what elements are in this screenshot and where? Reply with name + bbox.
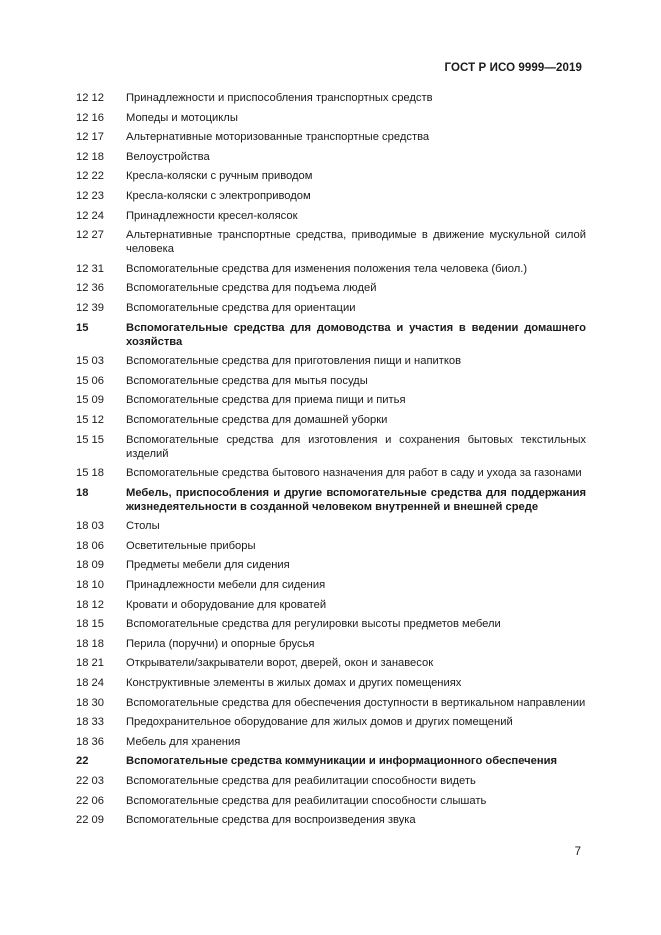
class-code: 18 03 — [76, 520, 104, 533]
class-code: 18 — [76, 486, 89, 499]
subclass-row — [76, 150, 586, 164]
class-title: Вспомогательные средства для мытья посуды — [126, 374, 368, 387]
class-code: 12 23 — [76, 189, 104, 202]
subclass-row — [76, 189, 586, 203]
class-code: 18 06 — [76, 539, 104, 552]
class-title: Предохранительное оборудование для жилых домов и других помещений — [126, 716, 513, 729]
class-title: Вспомогательные средства для подъема людей — [126, 282, 377, 295]
subclass-row — [76, 676, 586, 690]
subclass-row — [76, 637, 586, 651]
class-code: 18 12 — [76, 598, 104, 611]
subclass-row — [76, 578, 586, 592]
class-code: 18 30 — [76, 696, 104, 709]
class-code: 18 24 — [76, 677, 104, 690]
class-code: 12 27 — [76, 229, 104, 242]
class-title: Принадлежности мебели для сидения — [126, 579, 326, 592]
subclass-row — [76, 209, 586, 223]
subclass-row — [76, 794, 586, 808]
class-title: Перила (поручни) и опорные брусья — [126, 637, 315, 650]
subclass-row — [76, 598, 586, 612]
class-title: Вспомогательные средства для регулировки высоты предметов мебели — [126, 618, 501, 631]
subclass-row — [76, 281, 586, 295]
subclass-row — [76, 301, 586, 315]
class-code: 12 16 — [76, 111, 104, 124]
class-heading-row — [76, 486, 586, 514]
class-title: Осветительные приборы — [126, 539, 256, 552]
class-title: Вспомогательные средства для изменения положения тела человека (биол.) — [126, 262, 528, 275]
class-code: 12 12 — [76, 92, 104, 104]
class-code: 18 10 — [76, 579, 104, 592]
page-number: 7 — [574, 846, 581, 858]
class-code: 18 09 — [76, 559, 104, 572]
subclass-row — [76, 735, 586, 749]
subclass-row — [76, 774, 586, 788]
class-code: 15 12 — [76, 413, 104, 426]
class-code: 15 15 — [76, 433, 104, 446]
subclass-row — [76, 91, 586, 105]
class-code: 22 09 — [76, 814, 104, 827]
class-code: 12 17 — [76, 131, 104, 144]
subclass-row — [76, 539, 586, 553]
class-title: Вспомогательные средства для изготовления и сохранения бытовых текстильных изделий — [126, 433, 586, 460]
class-title: Вспомогательные средства коммуникации и информационного обеспечения — [126, 755, 558, 768]
class-code: 12 18 — [76, 150, 104, 163]
class-code: 15 09 — [76, 394, 104, 407]
class-title: Велоустройства — [126, 150, 210, 163]
class-code: 12 31 — [76, 262, 104, 275]
class-title: Мопеды и мотоциклы — [126, 111, 238, 124]
class-title: Кровати и оборудование для кроватей — [126, 598, 327, 611]
subclass-row — [76, 813, 586, 827]
class-code: 22 06 — [76, 794, 104, 807]
class-title: Принадлежности кресел-колясок — [126, 209, 298, 222]
class-title: Вспомогательные средства для приема пищи и питья — [126, 394, 406, 407]
class-title: Принадлежности и приспособления транспортных средств — [126, 92, 433, 104]
class-title: Альтернативные моторизованные транспортные средства — [126, 131, 430, 144]
class-title: Вспомогательные средства для обеспечения доступности в вертикальном направлении — [126, 696, 586, 709]
subclass-row — [76, 413, 586, 427]
subclass-row — [76, 228, 586, 256]
subclass-row — [76, 617, 586, 631]
class-code: 22 — [76, 755, 89, 768]
class-title: Вспомогательные средства для реабилитации способности слышать — [126, 794, 487, 807]
subclass-row — [76, 169, 586, 183]
class-code: 15 03 — [76, 355, 104, 368]
subclass-row — [76, 374, 586, 388]
document-header: ГОСТ Р ИСО 9999—2019 — [444, 62, 582, 74]
class-code: 12 24 — [76, 209, 104, 222]
class-code: 15 — [76, 321, 89, 334]
subclass-row — [76, 696, 586, 710]
class-title: Конструктивные элементы в жилых домах и других помещениях — [126, 677, 462, 690]
subclass-row — [76, 111, 586, 125]
class-title: Альтернативные транспортные средства, приводимые в движение мускульной силой человека — [126, 229, 586, 256]
class-title: Вспомогательные средства для реабилитации способности видеть — [126, 775, 476, 787]
classification-list — [76, 91, 586, 833]
class-code: 15 18 — [76, 467, 104, 480]
subclass-row — [76, 715, 586, 729]
class-title: Вспомогательные средства для домашней уборки — [126, 413, 388, 426]
class-title: Мебель для хранения — [126, 735, 241, 748]
class-heading-row — [76, 754, 586, 768]
subclass-row — [76, 466, 586, 480]
class-title: Мебель, приспособления и другие вспомогательные средства для поддержания жизнедеятельности в созданной человеком внутренней и внешней среде — [126, 486, 586, 513]
class-title: Вспомогательные средства для ориентации — [126, 301, 356, 314]
subclass-row — [76, 262, 586, 276]
class-title: Вспомогательные средства бытового назначения для работ в саду и ухода за газонами — [126, 467, 582, 480]
class-heading-row — [76, 321, 586, 349]
class-title: Кресла-коляски с ручным приводом — [126, 170, 313, 183]
class-code: 12 39 — [76, 301, 104, 314]
subclass-row — [76, 519, 586, 533]
subclass-row — [76, 130, 586, 144]
class-code: 18 36 — [76, 735, 104, 748]
class-code: 18 18 — [76, 637, 104, 650]
class-title: Открыватели/закрыватели ворот, дверей, окон и занавесок — [126, 657, 434, 670]
class-code: 12 22 — [76, 170, 104, 183]
class-title: Столы — [126, 520, 160, 533]
class-title: Вспомогательные средства для приготовления пищи и напитков — [126, 355, 462, 368]
subclass-row — [76, 433, 586, 461]
subclass-row — [76, 656, 586, 670]
subclass-row — [76, 558, 586, 572]
class-title: Предметы мебели для сидения — [126, 559, 290, 572]
class-code: 12 36 — [76, 282, 104, 295]
subclass-row — [76, 393, 586, 407]
subclass-row — [76, 354, 586, 368]
class-code: 18 33 — [76, 716, 104, 729]
class-title: Кресла-коляски с электроприводом — [126, 189, 311, 202]
class-title: Вспомогательные средства для домоводства и участия в ведении домашнего хозяйства — [126, 321, 586, 348]
class-code: 18 21 — [76, 657, 104, 670]
class-code: 15 06 — [76, 374, 104, 387]
class-code: 22 03 — [76, 775, 104, 787]
class-title: Вспомогательные средства для воспроизведения звука — [126, 814, 416, 827]
class-code: 18 15 — [76, 618, 104, 631]
